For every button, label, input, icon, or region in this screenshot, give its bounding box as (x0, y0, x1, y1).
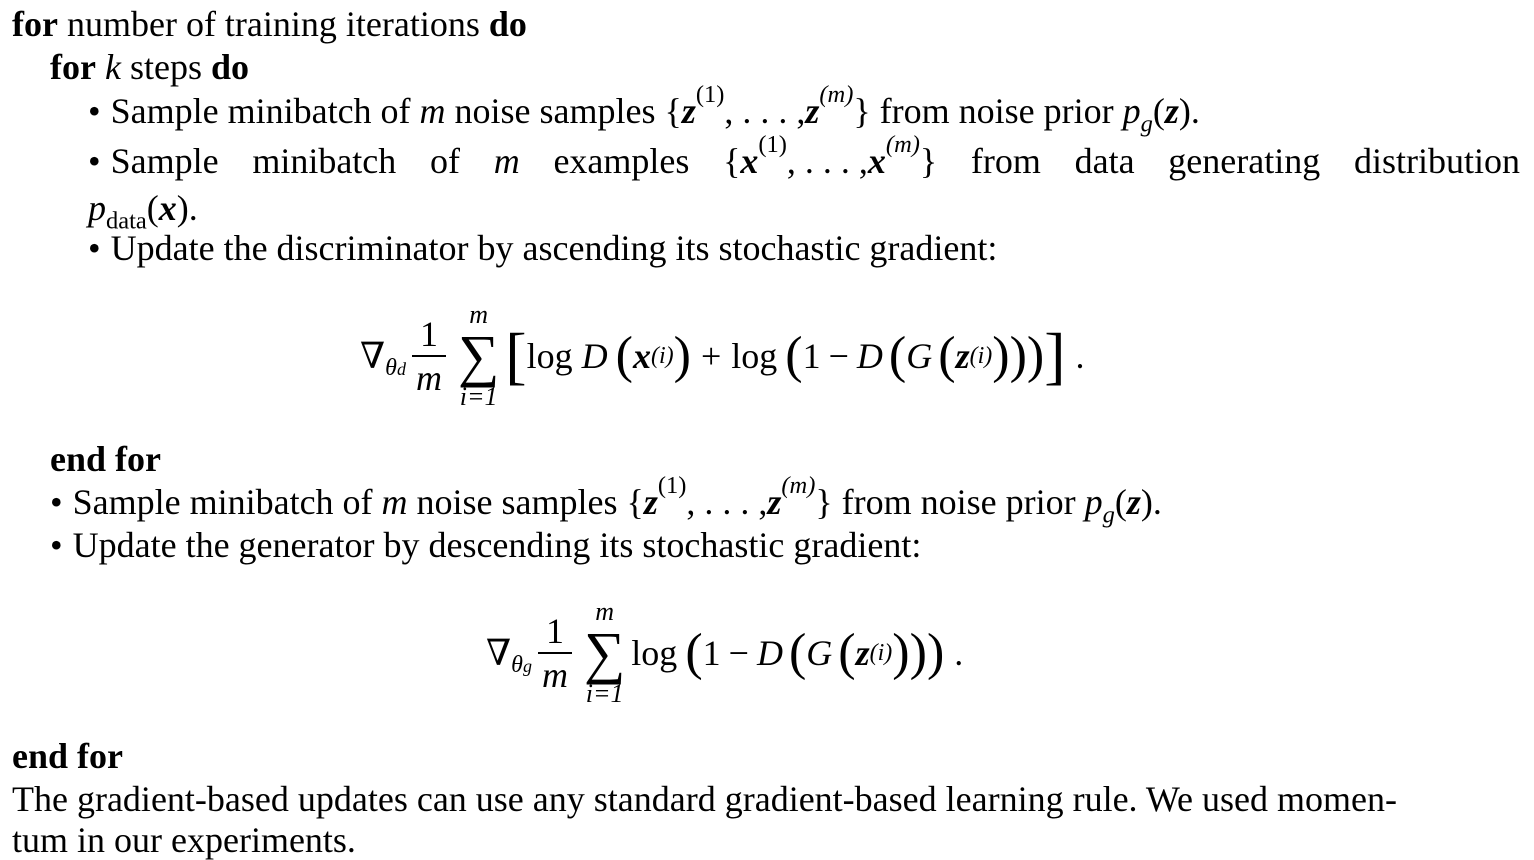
right-bracket: ] (1044, 320, 1066, 391)
gen-gradient-equation: ∇ θg $\frac{1}{m}$ m ∑ i=1 log ( 1 − D ( G ( z (i) ) ) ) . (486, 597, 964, 708)
step-text: noise samples (454, 91, 656, 131)
minus-sign: − (828, 336, 849, 376)
step-text: Sample minibatch of (72, 482, 373, 522)
set-open: { (626, 482, 644, 522)
fraction-numerator: 1 (545, 611, 564, 651)
gen-sample-noise-step (50, 472, 1162, 529)
fraction-bar (412, 355, 446, 357)
paren-close: ). (1178, 91, 1200, 131)
one: 1 (702, 633, 721, 673)
data-symbol: x (867, 141, 886, 181)
sum-upper-limit: m (469, 300, 488, 330)
paren-close: ) (1009, 327, 1027, 384)
paren-close: ) (926, 624, 945, 681)
var-m: m (419, 91, 446, 131)
footnote-line-2: tum in our experiments. (12, 820, 356, 860)
paren-open: ( (788, 624, 807, 681)
step-word: distribution (1353, 141, 1520, 181)
bullet-icon: • (50, 482, 63, 522)
left-bracket: [ (505, 320, 527, 391)
step-word: minibatch (252, 141, 397, 181)
paren-open: ( (146, 188, 159, 228)
noise-symbol: z (767, 482, 782, 522)
paren-close: ) (992, 327, 1010, 384)
prior-subscript: g (1140, 110, 1153, 138)
outer-loop-header (12, 6, 527, 42)
summation (584, 599, 625, 706)
set-close: } (919, 141, 938, 181)
paren-open: ( (938, 327, 956, 384)
data-dist-symbol: p (88, 188, 106, 228)
superscript: (m) (781, 472, 816, 500)
data-dist-subscript: data (106, 207, 147, 235)
outer-loop-end: end for (12, 736, 123, 776)
ellipsis: , . . . , (786, 141, 868, 181)
period: . (954, 633, 964, 673)
fraction (412, 316, 446, 396)
one: 1 (802, 336, 821, 376)
paren-close: ) (909, 624, 927, 681)
theta-subscript: d (396, 358, 406, 379)
disc-sample-data-continuation (88, 188, 198, 235)
generator-symbol: G (906, 336, 933, 376)
log-operator: log (731, 336, 778, 376)
discriminator-symbol: D (756, 633, 783, 673)
fraction-bar (538, 652, 572, 654)
sum-lower-limit: i=1 (585, 678, 624, 708)
step-text: from noise prior (841, 482, 1076, 522)
step-word: of (430, 141, 460, 181)
fraction-numerator: 1 (419, 314, 438, 354)
bullet-icon: • (50, 525, 63, 565)
superscript: (1) (758, 131, 787, 159)
noise-symbol: z (681, 91, 696, 131)
step-word: generating (1168, 141, 1321, 181)
discriminator-symbol: D (856, 336, 883, 376)
disc-update-step (88, 230, 997, 266)
paren-close: ). (1140, 482, 1162, 522)
inner-loop-text: steps (129, 47, 202, 87)
bullet-word-group (88, 143, 219, 179)
bullet-icon: • (88, 141, 101, 181)
nabla-symbol: ∇ (486, 633, 512, 673)
paren-open: ( (1152, 91, 1165, 131)
noise-symbol: z (855, 633, 870, 673)
disc-sample-data-step (88, 131, 1520, 181)
step-text: from noise prior (879, 91, 1114, 131)
step-word: data (1074, 141, 1135, 181)
keyword-do: do (210, 47, 249, 87)
fraction-denominator: m (541, 655, 568, 695)
nabla-symbol: ∇ (360, 336, 386, 376)
paren-close: ). (176, 188, 198, 228)
prior-subscript: g (1102, 501, 1115, 529)
var-m: m (493, 141, 520, 181)
keyword-for: for (12, 4, 58, 44)
superscript: (m) (819, 81, 854, 109)
plus-sign: + (700, 336, 722, 376)
disc-gradient-equation: ∇ θd $\frac{1}{m}$ m ∑ i=1 [ log D ( x (i) ) + log ( 1 − D ( G ( z (i) ) ) ) ] . (360, 300, 1085, 411)
log-operator: log (631, 633, 678, 673)
superscript: (m) (885, 131, 920, 159)
noise-symbol: z (1164, 91, 1179, 131)
log-operator: log (526, 336, 573, 376)
superscript: (1) (695, 81, 725, 109)
paren-open: ( (685, 624, 703, 681)
noise-symbol: z (955, 336, 970, 376)
sigma-symbol: ∑ (583, 620, 626, 686)
gradient-subscript (511, 652, 532, 679)
gen-update-step (50, 527, 921, 563)
prior-symbol: p (1122, 91, 1141, 131)
paren-close: ) (673, 327, 691, 384)
discriminator-symbol: D (581, 336, 608, 376)
theta-subscript: g (522, 655, 532, 676)
superscript: (1) (657, 472, 687, 500)
paren-open: ( (785, 327, 803, 384)
generator-symbol: G (806, 633, 833, 673)
sum-lower-limit: i=1 (459, 381, 498, 411)
paren-open: ( (838, 624, 856, 681)
noise-symbol: z (1126, 482, 1141, 522)
bullet-icon: • (88, 228, 101, 268)
sigma-symbol: ∑ (457, 323, 500, 389)
summation (458, 302, 499, 409)
outer-loop-text: number of training iterations (66, 4, 480, 44)
prior-symbol: p (1084, 482, 1103, 522)
step-text: noise samples (416, 482, 618, 522)
theta-symbol: θ (385, 354, 397, 381)
step-text: Update the discriminator by ascending its stochastic gradient: (110, 228, 998, 268)
ellipsis: , . . . , (686, 482, 768, 522)
sum-upper-limit: m (595, 597, 614, 627)
set-close: } (815, 482, 833, 522)
step-word: Sample (110, 141, 219, 181)
example-set (723, 131, 938, 181)
step-text: Update the generator by descending its stochastic gradient: (72, 525, 922, 565)
paren-open: ( (1114, 482, 1127, 522)
footnote-line-1: The gradient-based updates can use any standard gradient-based learning rule. We used momen- (12, 779, 1397, 819)
theta-symbol: θ (511, 651, 523, 678)
period: . (1075, 336, 1085, 376)
var-k: k (104, 47, 121, 87)
paren-close: ) (892, 624, 910, 681)
noise-symbol: z (643, 482, 658, 522)
inner-loop-header (50, 49, 249, 85)
set-open: { (723, 141, 741, 181)
paren-close: ) (1026, 327, 1045, 384)
keyword-for: for (50, 47, 96, 87)
set-close: } (853, 91, 871, 131)
step-word: from (970, 141, 1041, 181)
bullet-icon: • (88, 91, 101, 131)
data-symbol: x (740, 141, 759, 181)
paren-open: ( (888, 327, 907, 384)
data-symbol: x (632, 336, 651, 376)
fraction-denominator: m (415, 358, 442, 398)
var-m: m (381, 482, 408, 522)
noise-symbol: z (805, 91, 820, 131)
data-symbol: x (158, 188, 177, 228)
disc-sample-noise-step (88, 81, 1200, 138)
gradient-subscript (385, 355, 406, 382)
keyword-do: do (488, 4, 527, 44)
inner-loop-end: end for (50, 439, 161, 479)
paren-open: ( (615, 327, 633, 384)
step-word: examples (553, 141, 690, 181)
fraction (538, 613, 572, 693)
ellipsis: , . . . , (724, 91, 806, 131)
step-text: Sample minibatch of (110, 91, 411, 131)
set-open: { (664, 91, 682, 131)
minus-sign: − (728, 633, 749, 673)
